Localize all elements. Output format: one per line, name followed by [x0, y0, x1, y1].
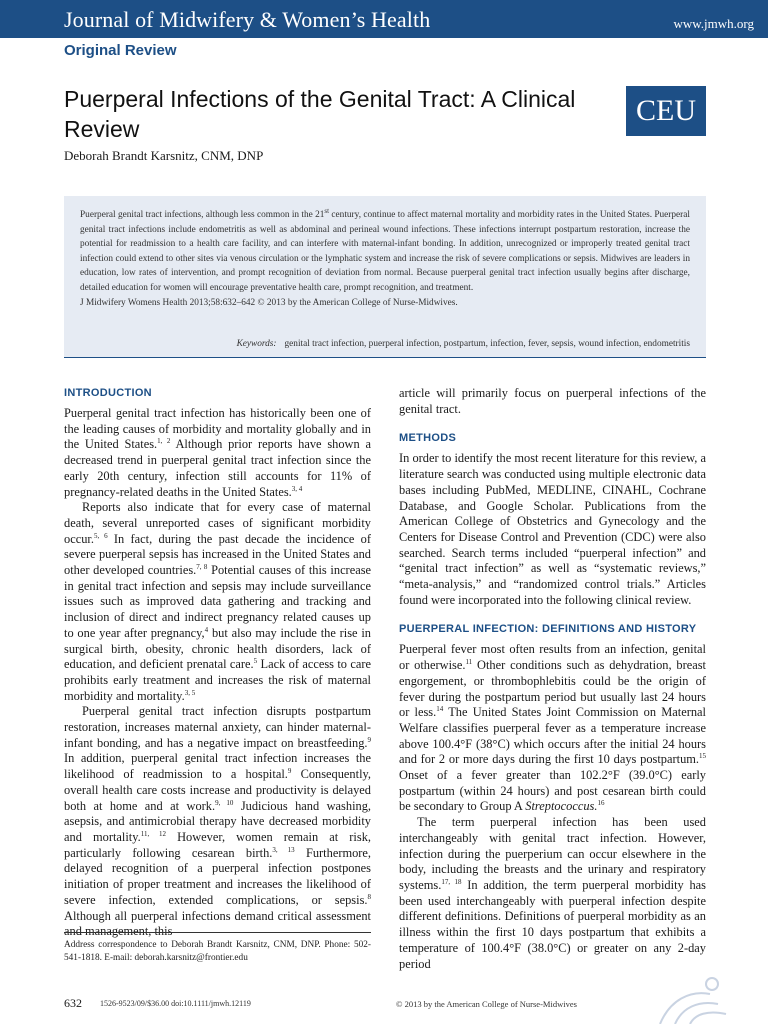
issn-doi: 1526-9523/09/$36.00 doi:10.1111/jmwh.12119 — [100, 999, 251, 1008]
definitions-paragraph-1: Puerperal fever most often results from an infection, genital or otherwise.$^{11}$ Other conditions such as dehydration, breast engorgement, or thrombophlebitis could be the origin of fever during the postpartum period but usually last 24 hours or less.$^{14}$ The United States Joint Commission on Maternal Welfare classifies puerperal fever as a temperature increase above 100.4°F (38°C) which occurs after the initial 24 hours and for 2 or more days during the first 10 days postpartum.$^{15}$ Onset of a fever greater than 102.2°F (39.0°C) early postpartum (within 24 hours) and post cesarean birth could be secondary to Group A Streptococcus.$^{16}$ — [399, 642, 706, 814]
abstract-text: Puerperal genital tract infections, although less common in the 21st century, continue to affect maternal mortality and morbidity rates in the United States. Puerperal genital tract infections include endometritis as well as abdominal and perineal wound infections. These infections interrupt postpartum restoration, increase the potential for readmission to a health care facility, and can interfere with maternal-infant bonding. In addition, unrecognized or improperly treated genital tract infection could extend to other sites via venous circulation or the lymphatic system and increase the risk of severe complications or sepsis. Midwives are leaders in education, low rates of intervention, and prompt recognition of deviation from normal. Because puerperal genital tract infection usually begins after discharge, detailed education for women will encourage preventative health care, prompt recognition, and treatment. — [80, 206, 690, 293]
journal-title: Journal of Midwifery & Women’s Health — [64, 7, 431, 32]
right-column — [399, 386, 706, 972]
section-heading-introduction: INTRODUCTION — [64, 387, 152, 399]
page-number: 632 — [64, 996, 82, 1010]
author-line: Deborah Brandt Karsnitz, CNM, DNP — [64, 148, 264, 163]
abstract-box — [64, 196, 706, 358]
section-heading-methods: METHODS — [399, 432, 457, 445]
methods-paragraph: In order to identify the most recent literature for this review, a literature search was conducted using multiple electronic data bases including PubMed, MEDLINE, CINAHL, Cochrane Database, and Google Scholar. Publications from the American College of Obstetrics and Gynecology and the Centers for Disease Control and Prevention (CDC) were also searched. Search terms included “puerperal infection” and “genital tract infection” as well as “systematic reviews,” “meta-analysis,” and “randomized control trials.” Articles found were incorporated into the following clinical review. — [399, 451, 706, 607]
citation-line: J Midwifery Womens Health 2013;58:632–642 © 2013 by the American College of Nurse-Midwives. — [80, 297, 458, 308]
keywords-line — [64, 339, 690, 349]
section-heading-definitions: PUERPERAL INFECTION: DEFINITIONS AND HISTORY — [399, 623, 697, 636]
footer-copyright: © 2013 by the American College of Nurse-Midwives — [396, 999, 577, 1009]
journal-url[interactable]: www.jmwh.org — [673, 16, 754, 31]
definitions-paragraph-2: The term puerperal infection has been used interchangeably with genital tract infection. However, infection during the puerperium can occur elsewhere in the body, including the breasts and the urinary and respiratory systems.$^{17, 18}$ In addition, the term puerperal morbidity has been used interchangeably with puerperal infection despite different definitions. Definitions of puerperal morbidity as an illness within the first 10 days postpartum that exhibits a temperature of 100.4°F (38.0°C) or greater on any 2-day period — [399, 815, 706, 971]
intro-paragraph-2: Reports also indicate that for every case of maternal death, several unreported cases of significant morbidity occur.$^{5, 6}$ In fact, during the past decade the incidence of severe puerperal sepsis has increased in the United States and other developed countries.$^{7, 8}$ Potential causes of this increase in genital tract infection and sepsis may include surveillance issues such as improved data gathering and tracking and inclusion of direct and indirect pregnancy related causes up to one year after pregnancy,$^4$ but also may include the rise in surgical birth, obesity, chronic health disorders, lack of education, and deficient prenatal care.$^5$ Lack of access to care prohibits early treatment and increases the risk of maternal morbidity and mortality.$^{3, 5}$ — [64, 500, 372, 703]
keywords-label: Keywords: — [236, 339, 277, 349]
article-title: Puerperal Infections of the Genital Tract: A Clinical Review — [64, 86, 576, 142]
ceu-badge: CEU — [626, 86, 706, 136]
correspondence-footnote: Address correspondence to Deborah Brandt Karsnitz, CNM, DNP. Phone: 502-541-1818. E-mail: deborah.karsnitz@frontier.edu — [64, 932, 371, 965]
intro-paragraph-3: Puerperal genital tract infection disrupts postpartum restoration, increases maternal anxiety, can hinder maternal-infant bonding, and has a negative impact on breastfeeding.$^9$ In addition, puerperal genital tract infection increases the likelihood of readmission to a hospital.$^9$ Consequently, overall health care costs increase and productivity is delayed both at home and at work.$^{9, 10}$ Judicious hand washing, asepsis, and antimicrobial therapy have decreased morbidity and mortality.$^{11, 12}$ However, women remain at risk, particularly following cesarean birth.$^{3, 13}$ Furthermore, delayed recognition of a puerperal infection postpones initiation of proper treatment and increases the likelihood of severe infection, extended complications, or sepsis.$^8$ Although all puerperal infections demand critical assessment and management, this — [64, 704, 371, 939]
journal-banner — [0, 0, 768, 38]
intro-continuation: article will primarily focus on puerperal infections of the genital tract. — [399, 386, 706, 416]
keywords-list: genital tract infection, puerperal infection, postpartum, infection, fever, sepsis, wound infection, endometritis — [284, 339, 690, 349]
acnm-logo-icon — [640, 970, 740, 1024]
article-type: Original Review — [64, 42, 177, 59]
intro-paragraph-1: Puerperal genital tract infection has historically been one of the leading causes of morbidity and mortality globally and in the United States.$^{1, 2}$ Although prior reports have shown a decreased trend in puerperal genital tract infection since the early 20th century, infection still accounts for 11% of pregnancy-related deaths in the United States.$^{3, 4}$ — [64, 406, 371, 499]
left-column — [64, 386, 371, 940]
